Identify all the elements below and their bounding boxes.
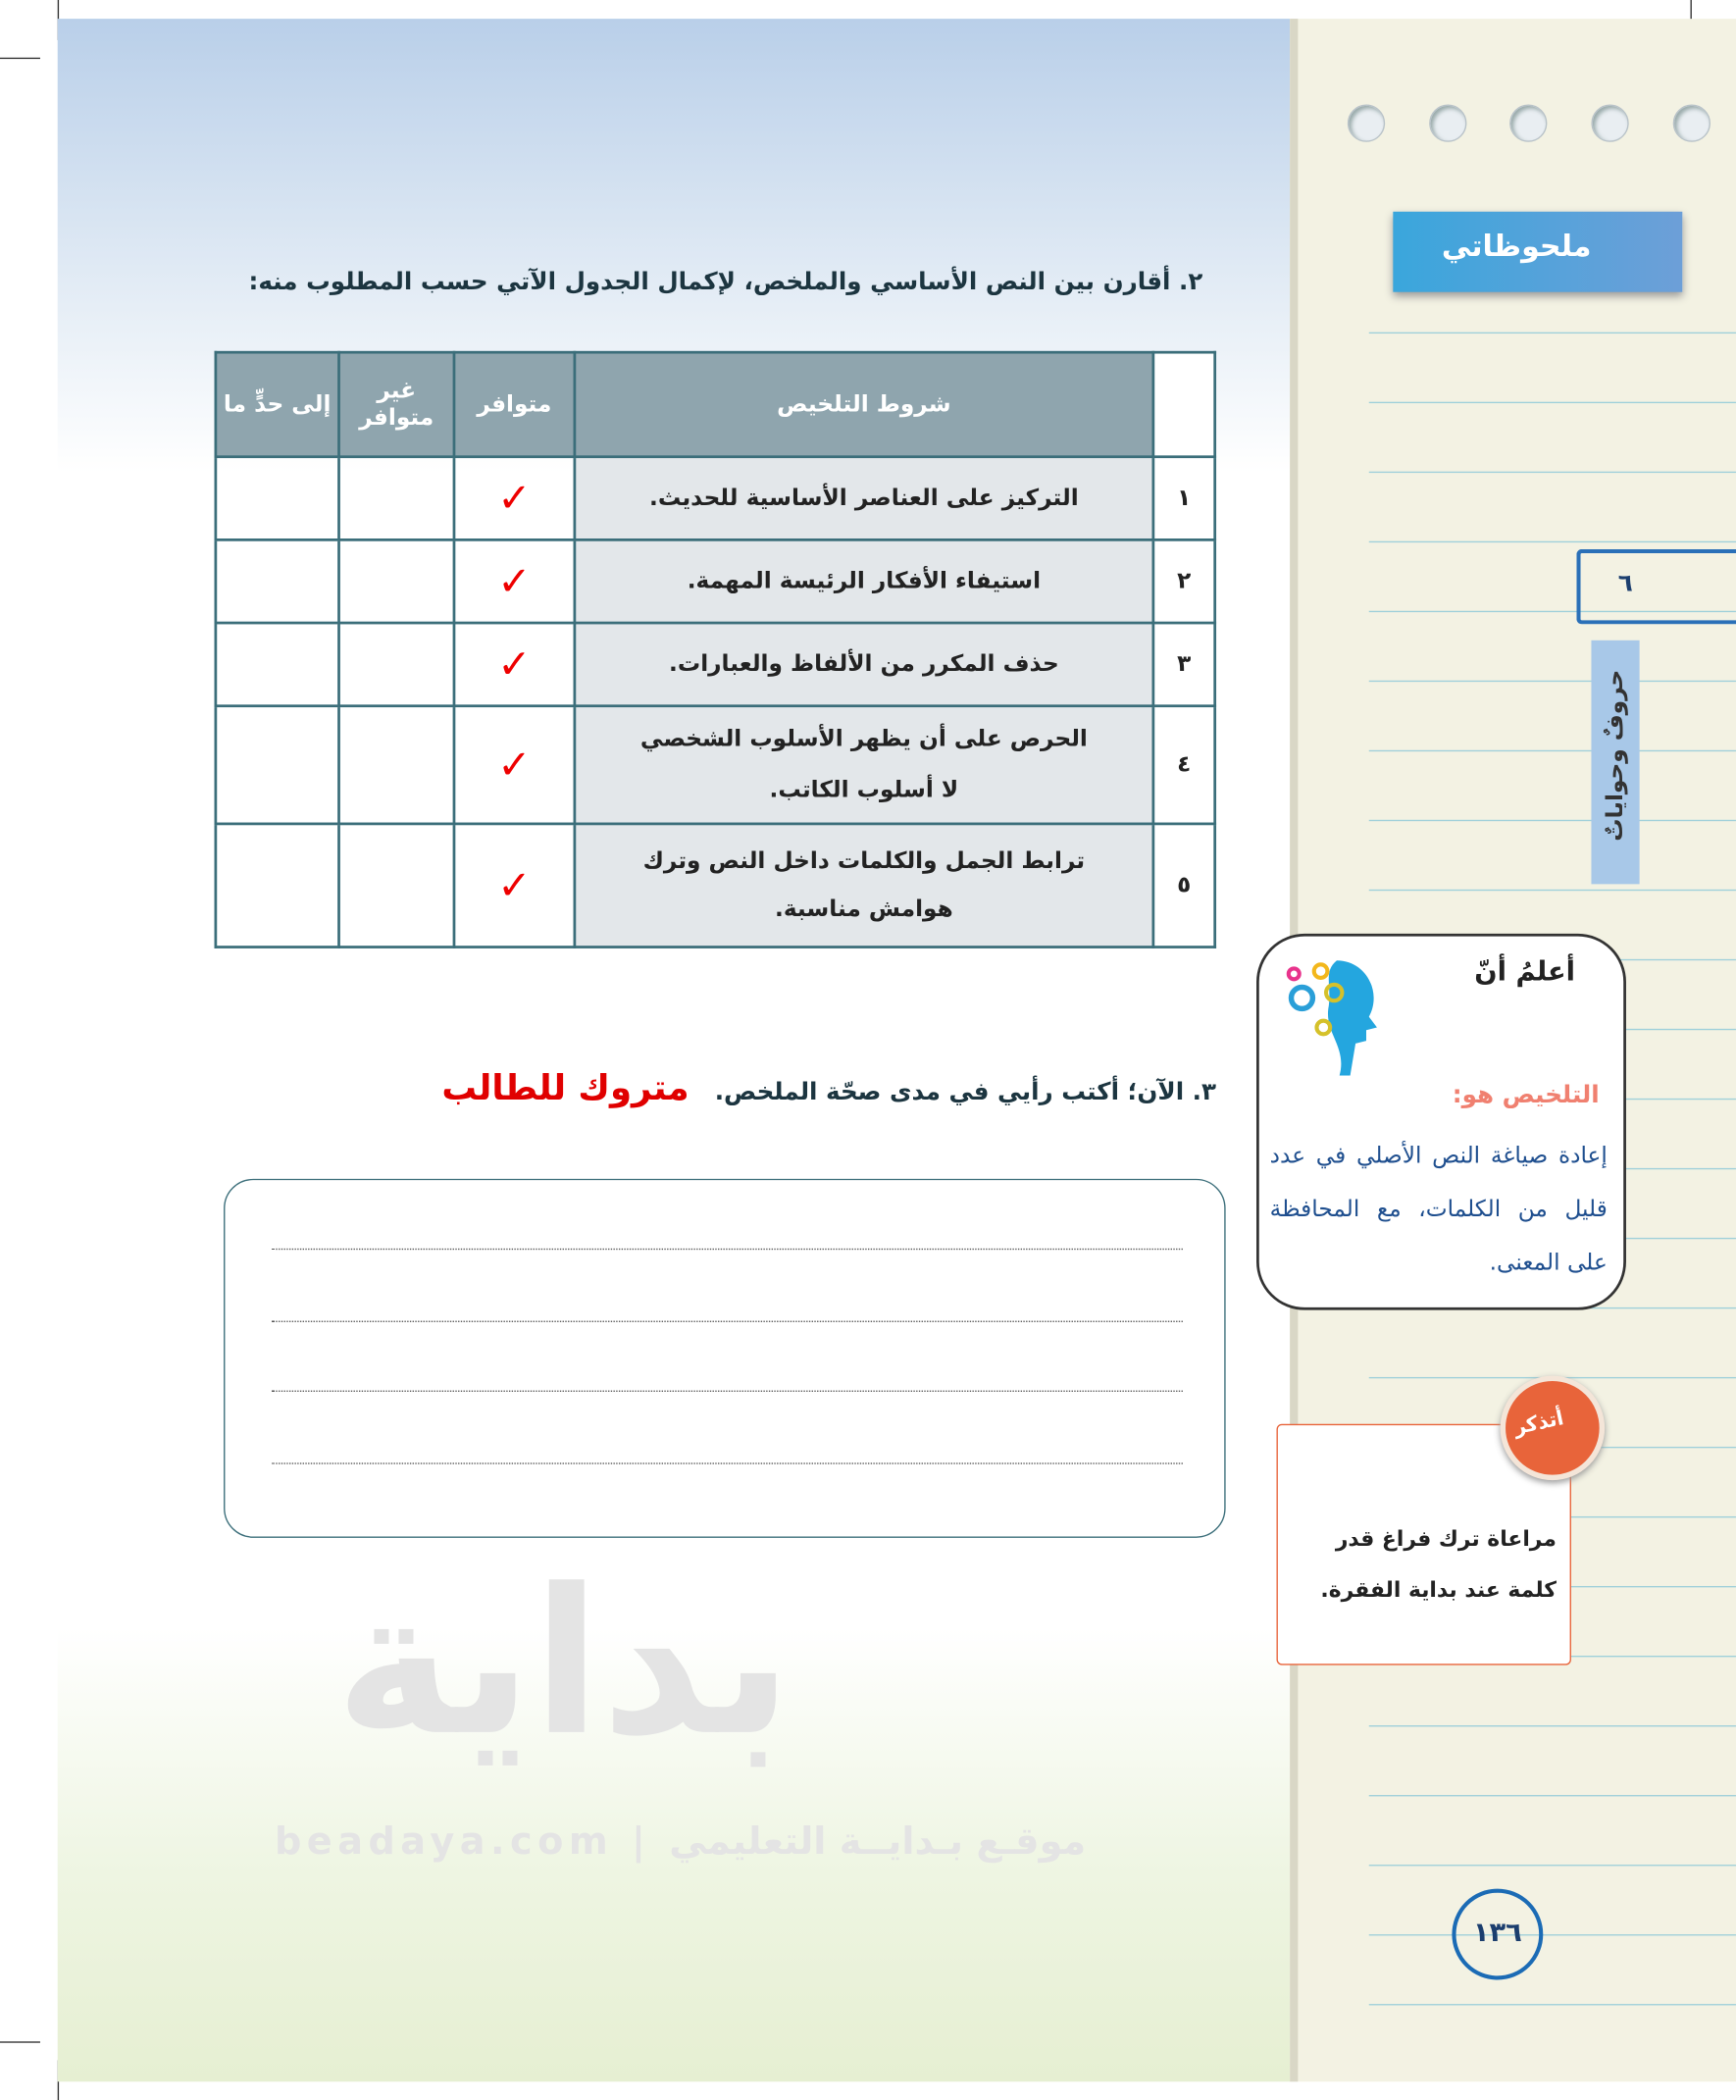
note-line	[1369, 472, 1736, 473]
info-card	[1256, 934, 1626, 1310]
know-title: أعلمُ أنّ	[1474, 954, 1576, 988]
note-line	[1369, 681, 1736, 682]
notes-title-banner	[1393, 212, 1682, 292]
check-partially[interactable]	[216, 539, 339, 623]
check-not-available[interactable]	[339, 539, 454, 623]
notes-title: ملحوظاتي	[1441, 230, 1592, 265]
summary-conditions-table	[215, 351, 1217, 948]
header-number	[1153, 352, 1215, 457]
row-condition: حذف المكرر من الألفاظ والعبارات.	[575, 623, 1153, 706]
question-3: ٣. الآن؛ أكتب رأيي في مدى صحّة الملخص.	[714, 1078, 1217, 1107]
row-number: ٤	[1153, 706, 1215, 824]
unit-side-text: حروفٌ وحواياتٌ	[1602, 669, 1629, 842]
note-line	[1369, 820, 1736, 821]
check-available[interactable]: ✓	[454, 706, 575, 824]
row-number: ٥	[1153, 824, 1215, 948]
watermark-site: beadaya.com | موقـع بـدايــة التعليمي	[274, 1818, 1087, 1864]
check-partially[interactable]	[216, 457, 339, 540]
row-condition: استيفاء الأفكار الرئيسة المهمة.	[575, 539, 1153, 623]
unit-number: ٦	[1617, 569, 1633, 598]
header-partially: إلى حدٍّ ما	[216, 352, 339, 457]
check-partially[interactable]	[216, 623, 339, 706]
page-number-text: ١٣٦	[1472, 1915, 1522, 1948]
note-line	[1369, 1795, 1736, 1796]
question-2: ٢. أقارن بين النص الأساسي والملخص، لإكمال الجدول الآتي حسب المطلوب منه:	[248, 268, 1203, 296]
table-row	[216, 457, 1215, 540]
note-line	[1369, 402, 1736, 403]
check-available[interactable]: ✓	[454, 824, 575, 948]
unit-side-label	[1591, 640, 1639, 885]
header-not-available: غير متوافر	[339, 352, 454, 457]
note-line	[1369, 541, 1736, 542]
page-number	[1452, 1889, 1543, 1980]
head-gears-icon	[1283, 952, 1379, 1076]
check-not-available[interactable]	[339, 824, 454, 948]
header-available: متوافر	[454, 352, 575, 457]
row-condition: التركيز على العناصر الأساسية للحديث.	[575, 457, 1153, 540]
answer-box[interactable]	[224, 1179, 1226, 1538]
header-conditions: شروط التلخيص	[575, 352, 1153, 457]
check-available[interactable]: ✓	[454, 539, 575, 623]
unit-tab	[1576, 549, 1736, 624]
note-line	[1369, 1725, 1736, 1726]
check-available[interactable]: ✓	[454, 457, 575, 540]
answer-note: متروك للطالب	[441, 1068, 689, 1109]
row-number: ٣	[1153, 623, 1215, 706]
row-condition: ترابط الجمل والكلمات داخل النص وترك هوامش مناسبة.	[575, 824, 1153, 948]
know-body: إعادة صياغة النص الأصلي في عدد قليل من الكلمات، مع المحافظة على المعنى.	[1269, 1142, 1608, 1277]
remember-badge	[1501, 1376, 1606, 1481]
know-term: التلخيص هو:	[1452, 1081, 1600, 1109]
note-line	[1369, 890, 1736, 891]
row-condition: الحرص على أن يظهر الأسلوب الشخصي لا أسلوب الكاتب.	[575, 706, 1153, 824]
row-number: ٢	[1153, 539, 1215, 623]
check-not-available[interactable]	[339, 457, 454, 540]
check-not-available[interactable]	[339, 623, 454, 706]
check-not-available[interactable]	[339, 706, 454, 824]
watermark-logo: بداية	[334, 1547, 793, 1781]
check-available[interactable]: ✓	[454, 623, 575, 706]
row-number: ١	[1153, 457, 1215, 540]
remember-badge-text: أتذكر	[1511, 1406, 1566, 1440]
table-row	[216, 706, 1215, 824]
note-line	[1369, 1934, 1736, 1935]
check-partially[interactable]	[216, 824, 339, 948]
note-line	[1369, 2004, 1736, 2005]
check-partially[interactable]	[216, 706, 339, 824]
remember-body: مراعاة ترك فراغ قدر كلمة عند بداية الفقرة.	[1320, 1525, 1557, 1603]
table-row	[216, 539, 1215, 623]
note-line	[1369, 1865, 1736, 1866]
table-row	[216, 824, 1215, 948]
note-line	[1369, 750, 1736, 751]
table-row	[216, 623, 1215, 706]
